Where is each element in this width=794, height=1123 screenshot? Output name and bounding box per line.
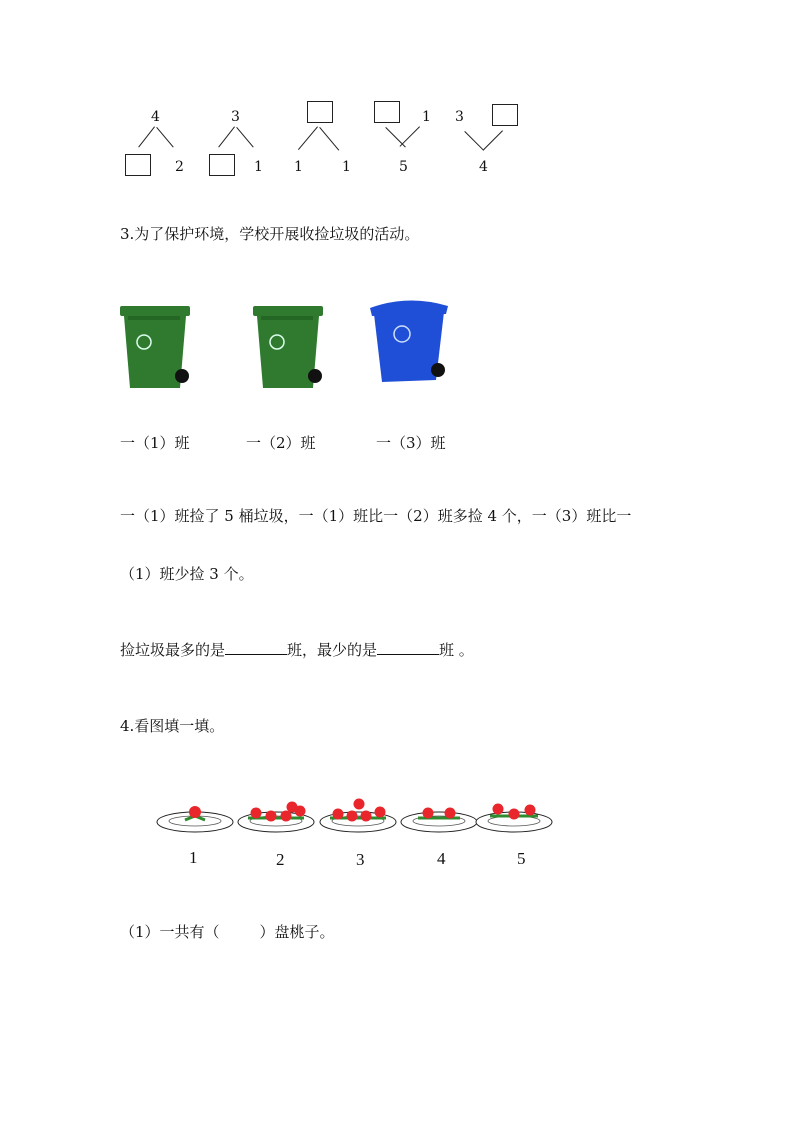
plate-2-number: 2 [276, 850, 285, 869]
bond1-right: 2 [175, 159, 184, 175]
bond-line [236, 127, 253, 148]
bond2-right: 1 [254, 159, 263, 175]
bond5-bottom: 4 [479, 159, 488, 175]
bond5-left: 3 [455, 109, 464, 125]
bond-line [399, 126, 420, 147]
bond1-left-box[interactable] [125, 154, 151, 176]
q4-title: 4.看图填一填。 [120, 717, 225, 735]
bond5-right-box[interactable] [492, 104, 518, 126]
bond4-bottom: 5 [399, 159, 408, 175]
plate-5-number: 5 [517, 849, 526, 868]
q3-line2: （1）班少捡 3 个。 [120, 565, 254, 583]
plate-4 [401, 808, 477, 833]
plate-4-number: 4 [437, 849, 446, 868]
bond4-right: 1 [422, 109, 431, 125]
bin-3-label: 一（3）班 [376, 434, 446, 452]
bond-line [385, 127, 406, 148]
answer-blank-least[interactable] [377, 640, 439, 655]
bin-1-label: 一（1）班 [120, 434, 190, 452]
q3-title: 3.为了保护环境，学校开展收捡垃圾的活动。 [120, 225, 420, 243]
peach-plates [150, 792, 560, 842]
q3-line1: 一（1）班捡了 5 桶垃圾，一（1）班比一（2）班多捡 4 个，一（3）班比一 [120, 507, 632, 525]
q4-sub1 [120, 922, 335, 942]
bin-3-icon [368, 296, 450, 386]
bond-line [298, 126, 318, 150]
bin-1-icon [118, 302, 194, 392]
plate-5 [476, 804, 552, 833]
bond3-right: 1 [342, 159, 351, 175]
answer-blank-most[interactable] [225, 640, 287, 655]
q3-fill-c: 班 。 [439, 641, 474, 659]
q4-sub1-b: ）盘桃子。 [259, 923, 335, 941]
bond3-top-box[interactable] [307, 101, 333, 123]
q3-fill-sentence [120, 640, 474, 660]
q3-fill-b: 班，最少的是 [287, 641, 378, 659]
bond-line [319, 127, 339, 151]
q4-sub1-a: （1）一共有（ [120, 923, 220, 941]
bin-2-icon [251, 302, 327, 392]
bond-line [156, 127, 173, 148]
bond2-left-box[interactable] [209, 154, 235, 176]
bond3-left: 1 [294, 159, 303, 175]
bin-2-label: 一（2）班 [246, 434, 316, 452]
q3-fill-a: 捡垃圾最多的是 [120, 641, 226, 659]
bond4-left-box[interactable] [374, 101, 400, 123]
plate-1 [157, 806, 233, 832]
bond1-top: 4 [151, 109, 160, 125]
bond2-top: 3 [231, 109, 240, 125]
bond-line [138, 126, 155, 147]
bond-line [483, 130, 503, 150]
bond-line [464, 131, 484, 151]
plate-3 [320, 799, 396, 833]
plate-2 [238, 802, 314, 833]
plate-3-number: 3 [356, 850, 365, 869]
plate-1-number: 1 [189, 848, 198, 867]
bond-line [218, 126, 235, 147]
